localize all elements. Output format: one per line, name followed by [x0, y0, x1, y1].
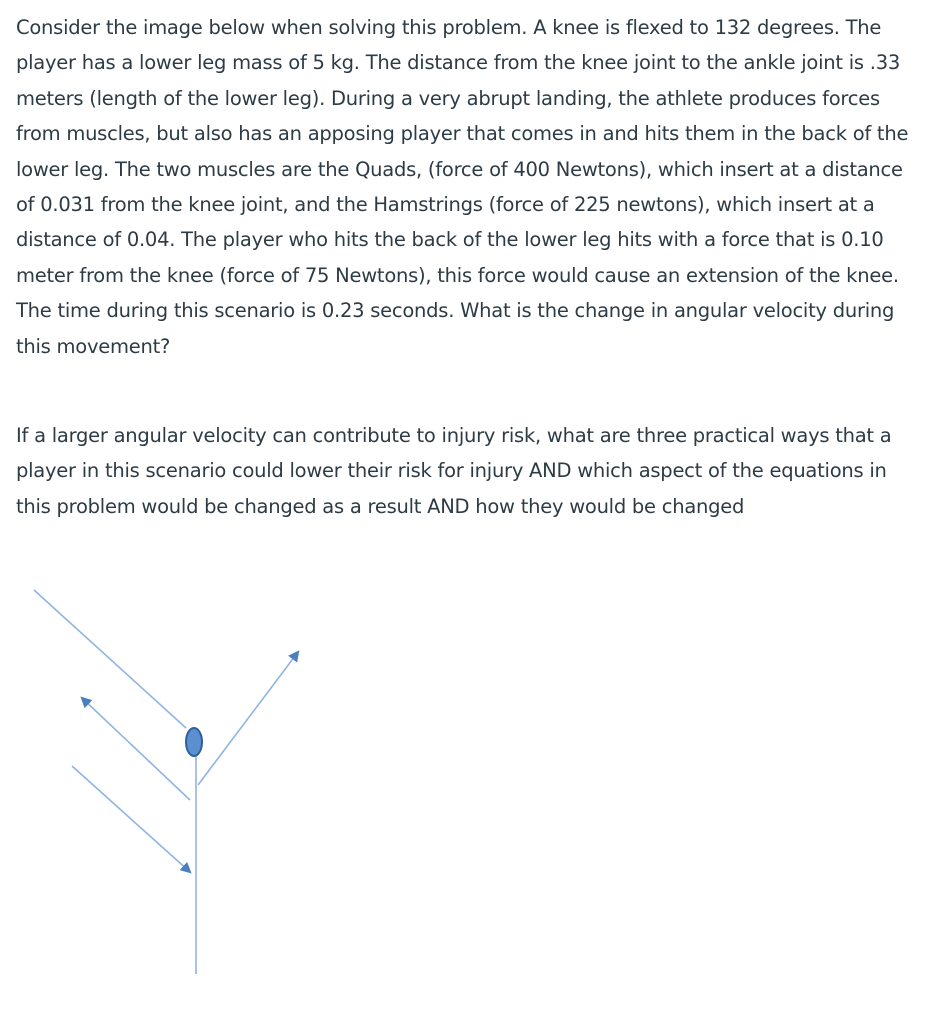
knee-joint	[186, 728, 202, 756]
followup-paragraph: If a larger angular velocity can contribute to injury risk, what are three practical ways that a player in this scenario could lower their risk for injury AND which aspect of the equations in this problem would be changed as a result AND how they would be changed	[16, 424, 892, 518]
opponent-hit-force-arrow	[72, 766, 190, 872]
quad-force-arrow	[198, 652, 298, 785]
question-paragraph: Consider the image below when solving this problem. A knee is flexed to 132 degrees. The player has a lower leg mass of 5 kg. The distance from the knee joint to the ankle joint is .33 meters (length of the lower leg). During a very abrupt landing, the athlete produces forces from muscles, but also has an apposing player that comes in and hits them in the back of the lower leg. The two muscles are the Quads, (force of 400 Newtons), which insert at a distance of 0.031 from the knee joint, and the Hamstrings (force of 225 newtons), which insert at a distance of 0.04. The player who hits the back of the lower leg hits with a force that is 0.10 meter from the knee (force of 75 Newtons), this force would cause an extension of the knee. The time during this scenario is 0.23 seconds. What is the change in angular velocity during this movement?	[16, 16, 909, 358]
knee-force-diagram	[0, 570, 360, 990]
hamstring-force-arrow	[82, 698, 190, 800]
thigh-segment	[34, 590, 186, 728]
